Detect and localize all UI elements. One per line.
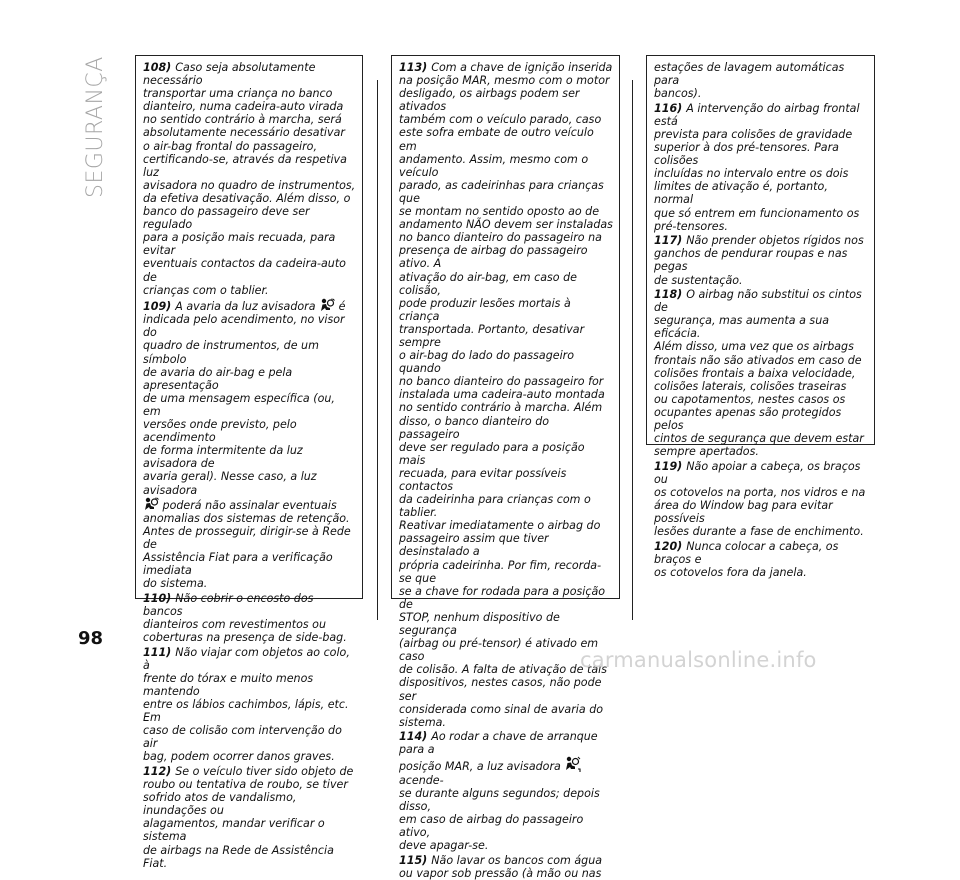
note-number: 114): [399, 730, 428, 744]
note-113: [399, 61, 613, 729]
note-text: Não cobrir o encosto dos bancos dianteiros com revestimentos ou coberturas na presença de side-bag.: [143, 591, 347, 645]
note-text: O airbag não substitui os cintos de segurança, mas aumenta a sua eficácia. Além disso, uma vez que os airbags frontais não são ativados em caso de colisões frontais a baixa velocidade, colisões laterais, colisões traseiras ou capotamentos, nestes casos os ocupantes apenas são protegidos pelos cintos de segurança que devem estar sempre apertados.: [654, 288, 864, 459]
note-number: 120): [654, 539, 683, 553]
note-number: 110): [143, 591, 172, 605]
note-112: [143, 765, 356, 870]
note-115-continued: [654, 61, 868, 100]
note-number: 109): [143, 300, 172, 314]
watermark[interactable]: carmanualsonline.info: [580, 648, 817, 672]
warnings-box-2: [391, 55, 620, 880]
note-number: 116): [654, 101, 683, 115]
note-text: A intervenção do airbag frontal está prevista para colisões de gravidade superior à dos pré-tensores. Para colisões incluídas no intervalo entre os dois limites de ativação é, portanto, normal que só entrem em funcionamento os pré-tensores.: [654, 101, 860, 233]
note-text: Ao rodar a chave de arranque para a posição MAR, a luz avisadora: [399, 730, 598, 774]
note-116: [654, 102, 868, 233]
note-number: 113): [399, 61, 428, 74]
note-number: 119): [654, 459, 683, 473]
note-119: [654, 460, 868, 539]
note-text: é indicada pelo acendimento, no visor do quadro de instrumentos, de um símbolo de avaria do air-bag e pela apresentação de uma mensagem específica (ou, em versões onde previsto, pelo acendimento de forma intermitente da luz avisadora de avaria geral). Nesse caso, a luz avisadora: [143, 300, 346, 497]
note-number: 108): [143, 61, 172, 74]
note-text: estações de lavagem automáticas para bancos).: [654, 61, 845, 101]
note-text: Com a chave de ignição inserida na posição MAR, mesmo com o motor desligado, os airbags podem ser ativados também com o veículo parado, caso este sofra embate de outro veículo em andamento. Assim, mesmo com o veículo parado, as cadeirinhas para crianças que se montam no sentido oposto ao de andamento NÃO devem ser instaladas no banco dianteiro do passageiro na presença de airbag do passageiro ativo. A ativação do air-bag, em caso de colisão, pode produzir lesões mortais à criança transportada. Portanto, desativar sempre o air-bag do lado do passageiro quando no banco dianteiro do passageiro for instalada uma cadeira-auto montada no sentido contrário à marcha. Além disso, o banco dianteiro do passageiro deve ser regulado para a posição mais recuada, para evitar possíveis contactos da cadeirinha para crianças com o tablier. Reativar imediatamente o airbag do passageiro assim que tiver desinstalado a própria cadeirinha. Por fim, recorda-se que se a chave for rodada para a posição de STOP, nenhum dispositivo de segurança (airbag ou pré-tensor) é ativado em caso de colisão. A falta de ativação de tais dispositivos, nestes casos, não pode ser considerada como sinal de avaria do sistema.: [399, 61, 613, 729]
note-117: [654, 234, 868, 286]
note-110: [143, 592, 356, 644]
note-text: Não lavar os bancos com água ou vapor sob pressão (à mão ou nas: [399, 853, 603, 880]
note-text: Se o veículo tiver sido objeto de roubo ou tentativa de roubo, se tiver sofrido atos de vandalismo, inundações ou alagamentos, mandar verificar o sistema de airbags na Rede de Assistência Fiat.: [143, 764, 354, 870]
airbag-warning-icon: [143, 497, 159, 511]
warnings-box-3: [646, 55, 875, 580]
passenger-airbag-icon: [564, 756, 580, 770]
note-114: [399, 730, 613, 852]
column-divider: [377, 80, 378, 620]
note-number: 112): [143, 764, 172, 778]
airbag-warning-icon: [319, 298, 335, 312]
note-text: Não viajar com objetos ao colo, à frente do tórax e muito menos mantendo entre os lábios cachimbos, lápis, etc. Em caso de colisão com intervenção do air bag, podem ocorrer danos graves.: [143, 645, 350, 764]
note-text: Não apoiar a cabeça, os braços ou os cotovelos na porta, nos vidros e na área do Window bag para evitar possíveis lesões durante a fase de enchimento.: [654, 459, 866, 539]
note-108: [143, 61, 356, 297]
note-109: [143, 298, 356, 590]
warnings-box-1: [135, 55, 363, 870]
note-115: [399, 854, 613, 880]
note-111: [143, 646, 356, 764]
note-120: [654, 540, 868, 579]
note-text: acende- se durante alguns segundos; depois disso, em caso de airbag do passageiro ativo, deve apagar-se.: [399, 773, 600, 853]
note-text: poderá não assinalar eventuais anomalias dos sistemas de retenção. Antes de prosseguir, dirigir-se à Rede de Assistência Fiat para a verificação imediata do sistema.: [143, 498, 351, 591]
note-text: A avaria da luz avisadora: [175, 300, 316, 314]
note-number: 118): [654, 288, 683, 302]
note-text: Caso seja absolutamente necessário transportar uma criança no banco dianteiro, numa cadeira-auto virada no sentido contrário à marcha, será absolutamente necessário desativar o air-bag frontal do passageiro, certificando-se, através da respetiva luz avisadora no quadro de instrumentos, da efetiva desativação. Além disso, o banco do passageiro deve ser regulado para a posição mais recuada, para evitar eventuais contactos da cadeira-auto de crianças com o tablier.: [143, 61, 356, 297]
note-text: Nunca colocar a cabeça, os braços e os cotovelos fora da janela.: [654, 539, 839, 580]
note-number: 111): [143, 645, 172, 659]
note-118: [654, 288, 868, 458]
note-number: 115): [399, 853, 428, 867]
section-title: SEGURANÇA: [83, 56, 108, 198]
page-number: 98: [78, 628, 104, 649]
note-text: Não prender objetos rígidos nos ganchos de pendurar roupas e nas pegas de sustentação.: [654, 234, 864, 287]
column-divider: [632, 80, 633, 620]
note-number: 117): [654, 234, 683, 248]
